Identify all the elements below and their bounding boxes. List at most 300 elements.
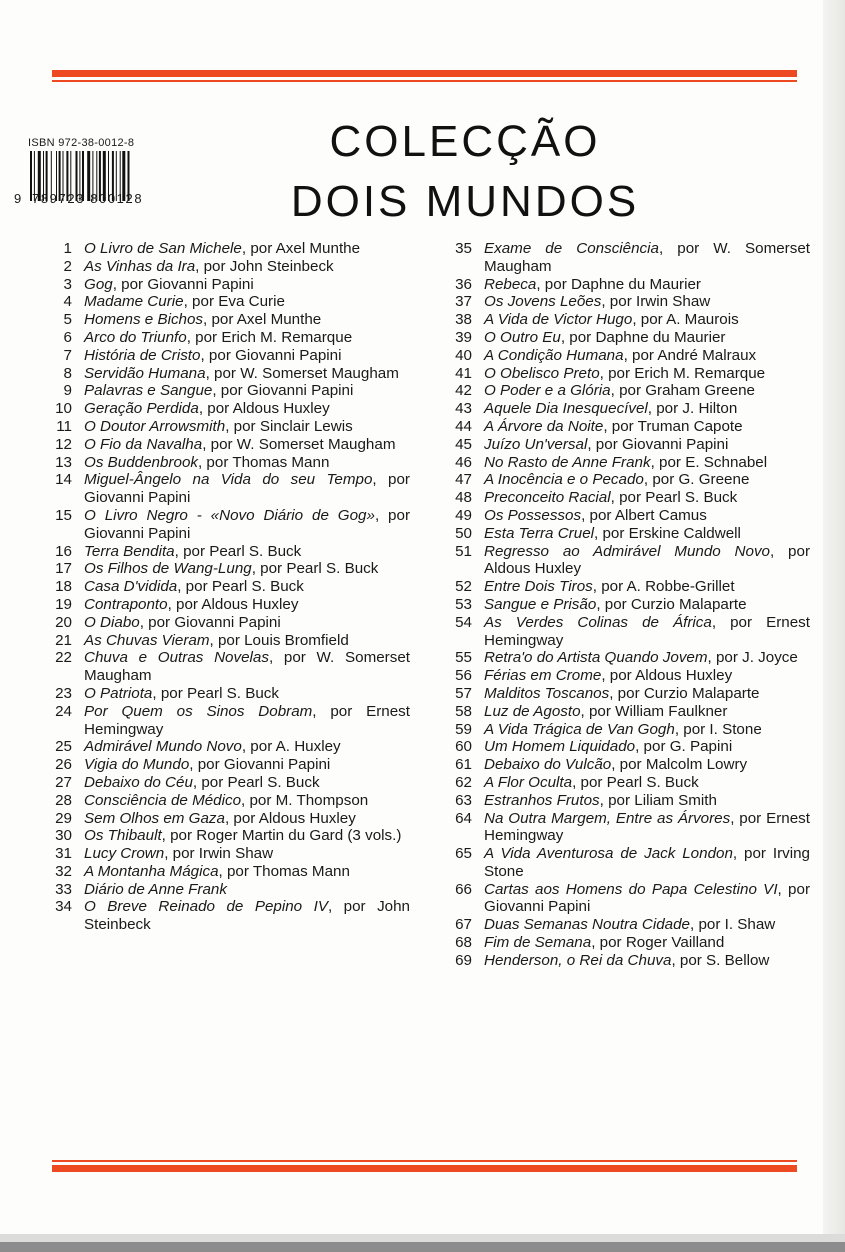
book-author: , por Ernest Hemingway <box>484 613 810 649</box>
book-author: , por W. Somerset Maugham <box>202 435 396 453</box>
book-description <box>84 400 410 418</box>
book-entry <box>440 329 810 347</box>
book-description <box>484 774 810 792</box>
book-entry <box>40 632 410 650</box>
book-number: 58 <box>455 702 472 720</box>
book-author: , por S. Bellow <box>671 951 770 969</box>
book-number: 10 <box>55 400 72 418</box>
book-entry <box>440 721 810 739</box>
book-number: 65 <box>455 845 472 863</box>
book-number: 23 <box>55 684 72 702</box>
book-description <box>84 614 410 632</box>
book-number: 15 <box>55 506 72 524</box>
book-entry <box>40 827 410 845</box>
book-title: Duas Semanas Noutra Cidade <box>484 916 690 934</box>
book-description <box>484 347 810 365</box>
book-author: , por Giovanni Papini <box>189 756 331 774</box>
book-entry <box>40 258 410 276</box>
book-title: A Vida de Victor Hugo <box>484 311 633 329</box>
book-description <box>84 827 410 845</box>
book-entry <box>40 596 410 614</box>
book-description <box>84 738 410 756</box>
book-number: 49 <box>455 506 472 524</box>
book-description <box>84 596 410 614</box>
book-author: , por Pearl S. Buck <box>572 773 699 791</box>
book-entry <box>40 382 410 400</box>
book-entry <box>40 454 410 472</box>
book-entry <box>440 276 810 294</box>
book-description <box>84 560 410 578</box>
book-entry <box>440 382 810 400</box>
book-author: , por Axel Munthe <box>241 240 361 257</box>
book-entry <box>40 329 410 347</box>
title-line-1: COLECÇÃO <box>329 117 601 166</box>
book-description <box>484 649 810 667</box>
book-number: 45 <box>455 435 472 453</box>
book-number: 14 <box>55 471 72 489</box>
book-title: Luz de Agosto <box>484 702 581 720</box>
book-description <box>84 792 410 810</box>
book-title: Juízo Un'versal <box>484 435 588 453</box>
book-description <box>84 810 410 828</box>
book-number: 27 <box>55 773 72 791</box>
book-author: , por Roger Vailland <box>591 934 725 952</box>
book-number: 61 <box>455 756 472 774</box>
book-author: , por Giovanni Papini <box>587 435 729 453</box>
book-title: Miguel-Ângelo na Vida do seu Tempo <box>84 471 373 489</box>
book-number: 46 <box>455 453 472 471</box>
book-title: História de Cristo <box>84 346 201 364</box>
isbn-label: ISBN 972-38-0012-8 <box>28 137 135 149</box>
book-entry <box>440 952 810 970</box>
book-title: Debaixo do Vulcão <box>484 756 612 774</box>
book-description <box>84 311 410 329</box>
book-title: A Vida Trágica de Van Gogh <box>484 720 675 738</box>
book-author: , por G. Greene <box>643 471 750 489</box>
book-author: , por I. Shaw <box>690 916 776 934</box>
book-description <box>484 489 810 507</box>
book-title: Debaixo do Céu <box>84 773 193 791</box>
book-title: O Fio da Navalha <box>84 435 203 453</box>
book-title: Exame de Consciência <box>484 240 659 257</box>
book-entry <box>40 614 410 632</box>
book-description <box>484 685 810 703</box>
book-entry <box>40 649 410 685</box>
book-title: O Livro de San Michele <box>84 240 242 257</box>
book-entry <box>440 934 810 952</box>
book-description <box>84 471 410 507</box>
book-description <box>484 525 810 543</box>
book-title: A Condição Humana <box>484 346 624 364</box>
book-description <box>484 738 810 756</box>
book-author: , por M. Thompson <box>241 791 369 809</box>
book-entry <box>440 667 810 685</box>
book-number: 57 <box>455 684 472 702</box>
book-entry <box>40 293 410 311</box>
book-title: Fim de Semana <box>484 934 592 952</box>
book-number: 11 <box>56 417 72 435</box>
book-number: 6 <box>63 328 72 346</box>
collection-title <box>170 112 760 232</box>
book-description <box>84 632 410 650</box>
book-entry <box>40 471 410 507</box>
book-entry <box>40 738 410 756</box>
book-description <box>84 774 410 792</box>
book-number: 67 <box>455 916 472 934</box>
book-title: Geração Perdida <box>84 400 199 418</box>
book-author: , por Malcolm Lowry <box>611 756 748 774</box>
book-description <box>84 454 410 472</box>
book-number: 35 <box>455 240 472 257</box>
book-entry <box>440 365 810 383</box>
book-author: , por A. Maurois <box>632 311 739 329</box>
book-author: , por Curzio Malaparte <box>609 684 760 702</box>
book-entry <box>440 347 810 365</box>
book-description <box>484 240 810 276</box>
book-number: 29 <box>55 809 72 827</box>
book-number: 39 <box>455 328 472 346</box>
book-author: , por Axel Munthe <box>203 311 322 329</box>
book-entry <box>440 685 810 703</box>
ean-first-digit: 9 <box>14 191 22 206</box>
bottom-edge-dark <box>0 1242 845 1252</box>
book-title: As Vinhas da Ira <box>84 257 196 275</box>
book-number: 2 <box>63 257 72 275</box>
book-entry <box>440 774 810 792</box>
book-description <box>84 347 410 365</box>
book-number: 8 <box>63 364 72 382</box>
top-orange-band <box>52 70 797 82</box>
book-description <box>484 952 810 970</box>
book-number: 51 <box>455 542 472 560</box>
page-edge-shadow <box>823 0 845 1252</box>
book-description <box>84 543 410 561</box>
book-entry <box>440 578 810 596</box>
book-entry <box>40 881 410 899</box>
book-entry <box>440 792 810 810</box>
book-entry <box>440 454 810 472</box>
book-title: Arco do Triunfo <box>84 328 187 346</box>
book-title: Estranhos Frutos <box>484 791 600 809</box>
book-author: , por Pearl S. Buck <box>251 560 379 578</box>
book-number: 33 <box>55 880 72 898</box>
book-author: , por Irwin Shaw <box>601 293 711 311</box>
book-description <box>484 400 810 418</box>
book-number: 37 <box>455 293 472 311</box>
book-entry <box>440 810 810 846</box>
book-author: , por Erich M. Remarque <box>186 328 353 346</box>
book-number: 48 <box>455 489 472 507</box>
book-author: , por W. Somerset Maugham <box>84 649 410 685</box>
book-author: , por Thomas Mann <box>218 862 350 880</box>
book-description <box>84 258 410 276</box>
book-description <box>84 649 410 685</box>
book-description <box>484 418 810 436</box>
book-number: 26 <box>55 756 72 774</box>
book-number: 50 <box>455 524 472 542</box>
book-entry <box>40 418 410 436</box>
title-line-2: DOIS MUNDOS <box>290 177 640 226</box>
book-author: , por Pearl S. Buck <box>610 489 738 507</box>
book-entry <box>440 649 810 667</box>
book-title: Sem Olhos em Gaza <box>84 809 225 827</box>
book-number: 53 <box>455 595 472 613</box>
book-title: O Patriota <box>84 684 153 702</box>
book-author: , por Giovanni Papini <box>212 382 354 400</box>
book-entry <box>40 898 410 934</box>
book-entry <box>440 489 810 507</box>
book-title: A Flor Oculta <box>484 773 573 791</box>
book-description <box>484 454 810 472</box>
book-entry <box>40 365 410 383</box>
book-title: Os Buddenbrook <box>84 453 198 471</box>
book-number: 55 <box>455 649 472 667</box>
book-number: 13 <box>55 453 72 471</box>
book-title: Entre Dois Tiros <box>484 578 593 596</box>
book-number: 20 <box>55 613 72 631</box>
book-description <box>484 365 810 383</box>
book-entry <box>40 810 410 828</box>
book-author: , por A. Huxley <box>241 738 341 756</box>
book-description <box>84 436 410 454</box>
book-title: Cartas aos Homens do Papa Celestino VI <box>484 880 778 898</box>
book-entry <box>40 845 410 863</box>
book-number: 66 <box>455 880 472 898</box>
book-title: Casa D'vidida <box>84 578 178 596</box>
book-title: A Vida Aventurosa de Jack London <box>484 845 733 863</box>
book-number: 12 <box>55 435 72 453</box>
book-title: Os Possessos <box>484 506 582 524</box>
book-entry <box>440 507 810 525</box>
book-description <box>484 934 810 952</box>
book-title: Malditos Toscanos <box>484 684 610 702</box>
book-author: , por Louis Bromfield <box>209 631 349 649</box>
book-title: Rebeca <box>484 275 537 293</box>
book-title: Homens e Bichos <box>84 311 204 329</box>
book-number: 52 <box>455 578 472 596</box>
book-description <box>484 471 810 489</box>
book-list-left <box>40 240 410 934</box>
book-entry <box>40 863 410 881</box>
book-entry <box>440 436 810 454</box>
book-number: 47 <box>455 471 472 489</box>
book-title: No Rasto de Anne Frank <box>484 453 651 471</box>
book-description <box>84 507 410 543</box>
book-number: 17 <box>55 560 72 578</box>
book-description <box>84 863 410 881</box>
book-author: , por Pearl S. Buck <box>177 578 304 596</box>
book-entry <box>40 774 410 792</box>
book-title: Os Jovens Leões <box>484 293 602 311</box>
book-author: , por William Faulkner <box>580 702 728 720</box>
book-description <box>484 792 810 810</box>
book-author: , por Daphne du Maurier <box>536 275 701 293</box>
book-title: A Montanha Mágica <box>84 862 219 880</box>
book-entry <box>440 845 810 881</box>
book-number: 9 <box>63 382 72 400</box>
book-author: , por Ernest Hemingway <box>484 809 810 845</box>
book-author: , por John Steinbeck <box>84 898 410 934</box>
book-entry <box>40 276 410 294</box>
book-author: , por Aldous Huxley <box>601 667 733 685</box>
book-number: 3 <box>63 275 72 293</box>
book-entry <box>440 543 810 579</box>
book-author: , por Pearl S. Buck <box>152 684 279 702</box>
book-author: , por G. Papini <box>635 738 733 756</box>
book-title: O Obelisco Preto <box>484 364 600 382</box>
book-entry <box>440 240 810 276</box>
book-entry <box>440 418 810 436</box>
book-description <box>84 756 410 774</box>
book-title: Chuva e Outras Novelas <box>84 649 269 667</box>
book-entry <box>40 578 410 596</box>
book-number: 32 <box>55 862 72 880</box>
book-number: 21 <box>55 631 72 649</box>
book-description <box>84 703 410 739</box>
book-author: , por J. Hilton <box>647 400 738 418</box>
book-description <box>484 596 810 614</box>
book-description <box>484 614 810 650</box>
book-title: Lucy Crown <box>84 845 165 863</box>
book-description <box>484 578 810 596</box>
book-title: Contraponto <box>84 595 168 613</box>
book-entry <box>40 543 410 561</box>
book-description <box>84 881 410 899</box>
book-description <box>484 276 810 294</box>
book-number: 54 <box>455 613 472 631</box>
book-author: , por Giovanni Papini <box>139 613 281 631</box>
book-author: , por Aldous Huxley <box>484 542 811 578</box>
book-author: , por Daphne du Maurier <box>560 328 726 346</box>
book-description <box>484 916 810 934</box>
book-title: O Livro Negro - «Novo Diário de Gog» <box>84 506 375 524</box>
book-number: 18 <box>55 578 72 596</box>
book-description <box>484 293 810 311</box>
book-title: O Breve Reinado de Pepino IV <box>84 898 328 916</box>
book-title: Terra Bendita <box>84 542 175 560</box>
book-entry <box>440 596 810 614</box>
book-title: O Diabo <box>84 613 140 631</box>
book-description <box>484 756 810 774</box>
book-author: , por Aldous Huxley <box>198 400 330 418</box>
book-title: O Doutor Arrowsmith <box>84 417 226 435</box>
book-author: , por I. Stone <box>674 720 762 738</box>
book-description <box>84 382 410 400</box>
book-description <box>484 810 810 846</box>
book-title: Consciência de Médico <box>84 791 242 809</box>
book-entry <box>440 614 810 650</box>
book-number: 22 <box>55 649 72 667</box>
book-author: , por Albert Camus <box>581 506 707 524</box>
book-description <box>484 543 810 579</box>
bottom-edge-light <box>0 1234 845 1242</box>
book-entry <box>440 311 810 329</box>
book-entry <box>40 685 410 703</box>
book-entry <box>440 525 810 543</box>
book-author: , por Aldous Huxley <box>224 809 356 827</box>
book-number: 4 <box>63 293 72 311</box>
book-author: , por Aldous Huxley <box>167 595 299 613</box>
book-description <box>84 293 410 311</box>
book-entry <box>440 293 810 311</box>
book-title: Vigia do Mundo <box>84 756 190 774</box>
book-author: , por Ernest Hemingway <box>84 702 410 738</box>
book-number: 34 <box>55 898 72 916</box>
book-title: Diário de Anne Frank <box>84 880 227 898</box>
book-entry <box>40 240 410 258</box>
book-author: , por Curzio Malaparte <box>596 595 747 613</box>
book-entry <box>440 738 810 756</box>
book-number: 63 <box>455 791 472 809</box>
book-description <box>84 329 410 347</box>
book-author: , por Giovanni Papini <box>484 880 811 916</box>
bottom-orange-band <box>52 1160 797 1172</box>
book-entry <box>440 756 810 774</box>
book-number: 62 <box>455 773 472 791</box>
book-number: 59 <box>455 720 472 738</box>
book-description <box>484 721 810 739</box>
book-number: 16 <box>55 542 72 560</box>
book-author: , por Giovanni Papini <box>200 346 342 364</box>
book-title: Palavras e Sangue <box>84 382 213 400</box>
book-author: , por Giovanni Papini <box>84 471 410 507</box>
book-entry <box>40 507 410 543</box>
book-author: , por Roger Martin du Gard (3 vols.) <box>161 827 402 845</box>
book-author: , por E. Schnabel <box>650 453 768 471</box>
book-number: 5 <box>63 311 72 329</box>
book-title: As Chuvas Vieram <box>84 631 210 649</box>
book-entry <box>40 311 410 329</box>
book-title: Madame Curie <box>84 293 184 311</box>
book-title: Sangue e Prisão <box>484 595 597 613</box>
book-number: 69 <box>455 951 472 969</box>
book-title: Por Quem os Sinos Dobram <box>84 702 313 720</box>
book-description <box>484 436 810 454</box>
book-author: , por Giovanni Papini <box>112 275 254 293</box>
book-number: 28 <box>55 791 72 809</box>
book-number: 25 <box>55 738 72 756</box>
book-entry <box>440 471 810 489</box>
book-list-right <box>440 240 810 970</box>
book-author: , por Erskine Caldwell <box>594 524 741 542</box>
book-description <box>484 703 810 721</box>
book-title: Um Homem Liquidado <box>484 738 636 756</box>
book-number: 36 <box>455 275 472 293</box>
book-entry <box>440 703 810 721</box>
book-number: 31 <box>55 845 72 863</box>
book-entry <box>40 792 410 810</box>
book-number: 42 <box>455 382 472 400</box>
book-title: Os Thibault <box>84 827 162 845</box>
book-description <box>84 240 410 258</box>
book-author: , por Truman Capote <box>603 417 743 435</box>
book-title: Retra'o do Artista Quando Jovem <box>484 649 708 667</box>
book-author: , por A. Robbe-Grillet <box>592 578 735 596</box>
book-title: A Árvore da Noite <box>484 417 604 435</box>
book-entry <box>440 881 810 917</box>
book-author: , por Erich M. Remarque <box>599 364 766 382</box>
book-description <box>484 329 810 347</box>
book-author: , por W. Somerset Maugham <box>484 240 810 275</box>
book-title: Férias em Crome <box>484 667 602 685</box>
book-author: , por W. Somerset Maugham <box>205 364 399 382</box>
book-number: 30 <box>55 827 72 845</box>
book-title: Admirável Mundo Novo <box>84 738 242 756</box>
book-number: 24 <box>55 702 72 720</box>
book-description <box>484 667 810 685</box>
book-author: , por Giovanni Papini <box>84 506 411 542</box>
book-author: , por Thomas Mann <box>197 453 330 471</box>
